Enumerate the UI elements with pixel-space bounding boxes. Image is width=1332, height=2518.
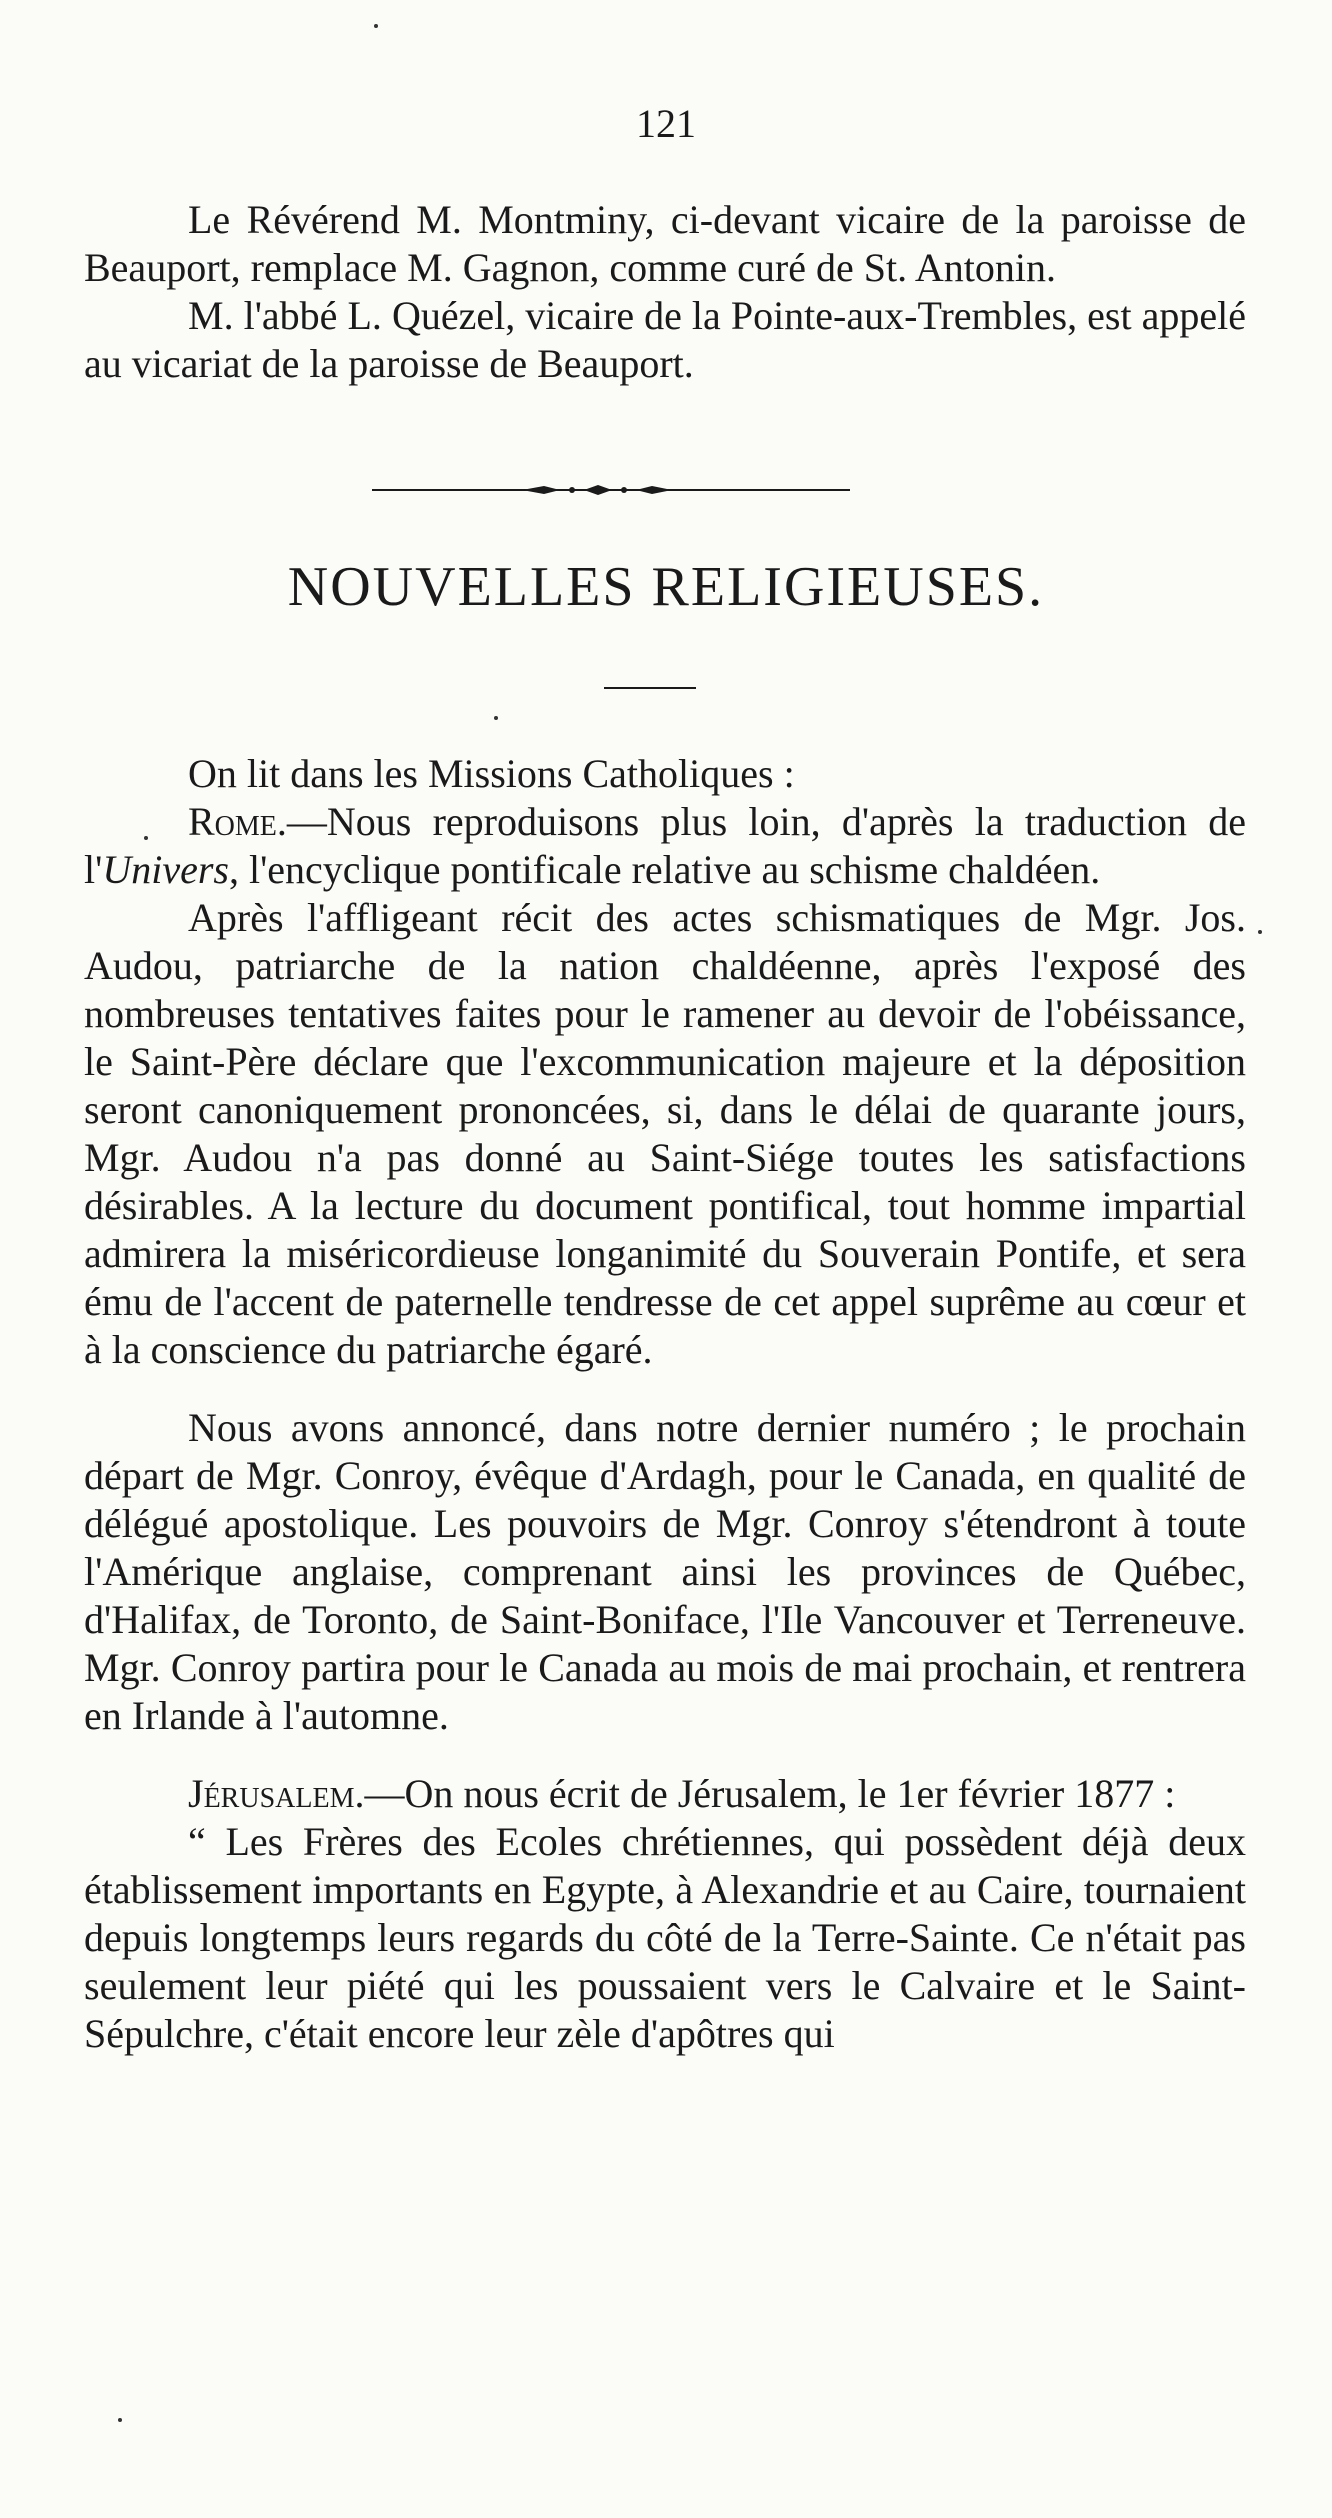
intro-line: On lit dans les Missions Catholiques : xyxy=(188,751,795,796)
scan-speck xyxy=(494,716,498,720)
section-heading: NOUVELLES RELIGIEUSES. xyxy=(287,556,1045,618)
paragraph-jerusalem xyxy=(84,1770,1246,1818)
scan-speck xyxy=(144,836,148,840)
news-article xyxy=(84,750,1246,2058)
paragraph-montminy: Le Révérend M. Montminy, ci-devant vicaire de la paroisse de Beauport, remplace M. Gagnon, comme curé de St. Antonin. xyxy=(84,197,1246,290)
page-number: 121 xyxy=(636,101,696,146)
scan-speck xyxy=(118,2418,122,2422)
paragraph-rome xyxy=(84,798,1246,894)
ornamental-divider xyxy=(372,484,850,496)
rome-text-b: , l'encyclique pontificale relative au schisme chaldéen. xyxy=(228,847,1101,892)
rome-label: Rome. xyxy=(188,799,287,844)
clergy-appointments xyxy=(84,196,1246,388)
scan-speck xyxy=(1258,930,1262,934)
paragraph-freres: “ Les Frères des Ecoles chrétiennes, qui possèdent déjà deux établissement importants en Egypte, à Alexandrie et au Caire, tournaient depuis longtemps leurs regards du côté de la Terre-Sainte. Ce n'était pas seulement leur piété qui les poussaient vers le Calvaire et le Saint-Sépulchre, c'était encore leur zèle d'apôtres qui xyxy=(84,1819,1246,2056)
scan-speck xyxy=(374,24,378,28)
paragraph-quezel: M. l'abbé L. Quézel, vicaire de la Pointe-aux-Trembles, est appelé au vicariat de la paroisse de Beauport. xyxy=(84,293,1246,386)
univers-title: Univers xyxy=(102,847,229,892)
paragraph-conroy: Nous avons annoncé, dans notre dernier numéro ; le prochain départ de Mgr. Conroy, évêque d'Ardagh, pour le Canada, en qualité de délégué apostolique. Les pouvoirs de Mgr. Conroy s'étendront à toute l'Amérique anglaise, comprenant ainsi les provinces de Québec, d'Halifax, de Toronto, de Saint-Boniface, l'Ile Vancouver et Terreneuve. Mgr. Conroy partira pour le Canada au mois de mai prochain, et rentrera en Irlande à l'automne. xyxy=(84,1405,1246,1738)
paragraph-audou: Après l'affligeant récit des actes schismatiques de Mgr. Jos. Audou, patriarche de la nation chaldéenne, après l'exposé des nombreuses tentatives faites pour le ramener au devoir de l'obéissance, le Saint-Père déclare que l'excommunication majeure et la déposition seront canoniquement prononcées, si, dans le délai de quarante jours, Mgr. Audou n'a pas donné au Saint-Siége toutes les satisfactions désirables. A la lecture du document pontifical, tout homme impartial admirera la miséricordieuse longanimité du Souverain Pontife, et sera ému de l'accent de paternelle tendresse de cet appel suprême au cœur et à la conscience du patriarche égaré. xyxy=(84,895,1246,1372)
jerusalem-label: Jérusalem. xyxy=(188,1771,365,1816)
jerusalem-text: —On nous écrit de Jérusalem, le 1er février 1877 : xyxy=(364,1771,1176,1816)
rome-text-a: —Nous reproduisons plus loin, d'après la traduction de l' xyxy=(84,799,1246,892)
short-rule-divider xyxy=(604,687,696,689)
